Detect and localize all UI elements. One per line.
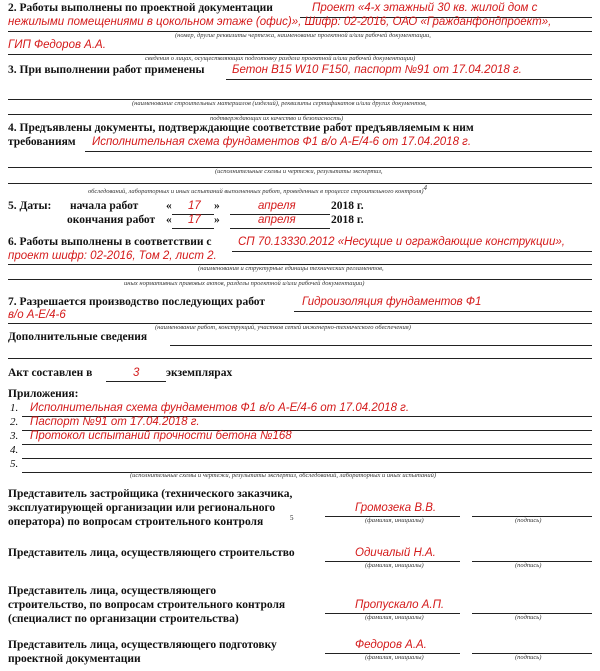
attachment-text: Паспорт №91 от 17.04.2018 г.	[30, 416, 200, 428]
underline	[8, 358, 592, 359]
s3-value: Бетон В15 W10 F150, паспорт №91 от 17.04.2018 г.	[232, 64, 522, 76]
s5-start-label: начала работ	[70, 200, 139, 212]
s5-start-month: апреля	[258, 200, 296, 212]
attachments-title: Приложения:	[8, 388, 79, 400]
s5-start-day: 17	[188, 200, 201, 212]
rep-label-line: (специалист по организации строительства)	[8, 613, 239, 625]
rep-label-line: оператора) по вопросам строительного контроля	[8, 516, 264, 528]
name-note: (фамилия, инициалы)	[365, 517, 424, 524]
underline	[170, 345, 592, 346]
underline	[85, 151, 592, 152]
s4-value: Исполнительная схема фундаментов Ф1 в/о А-Е/4-6 от 17.04.2018 г.	[92, 136, 472, 148]
s2-note2: сведения о лицах, осуществляющих подготовку раздела проектной и/или рабочей документации)	[145, 55, 416, 62]
underline	[226, 79, 592, 80]
s6-note2: иных нормативных правовых актов, разделы проектной и/или рабочей документации)	[124, 280, 365, 287]
copies-value: 3	[133, 367, 140, 379]
underline	[22, 458, 592, 459]
rep-footnote: 5	[290, 514, 294, 522]
s6-value-line1: СП 70.13330.2012 «Несущие и ограждающие конструкции»,	[238, 236, 565, 248]
rep-label-line: строительство, по вопросам строительного контроля	[8, 599, 286, 611]
s7-value-line2: в/о А-Е/4-6	[8, 309, 66, 321]
s7-label: 7. Разрешается производство последующих работ	[8, 296, 266, 308]
s4-note2	[88, 184, 427, 195]
rep-label-line: Представитель лица, осуществляющего строительство	[8, 547, 295, 559]
quote-close: »	[214, 214, 220, 226]
s4-note2-text: обследований, лабораторных и иных испытаний выполненных работ, проведенных в процессе строительного контроля)	[88, 188, 424, 196]
s6-note1: (наименования и структурные единицы технических регламентов,	[198, 265, 384, 272]
attachment-text: Исполнительная схема фундаментов Ф1 в/о А-Е/4-6 от 17.04.2018 г.	[30, 402, 410, 414]
s7-value-line1: Гидроизоляция фундаментов Ф1	[302, 296, 482, 308]
attachment-text: Протокол испытаний прочности бетона №168	[30, 430, 292, 442]
copies-label-after: экземплярах	[166, 367, 233, 379]
underline	[294, 311, 592, 312]
underline	[230, 228, 330, 229]
rep-label-line: Представитель лица, осуществляющего	[8, 585, 217, 597]
attachment-number: 5.	[10, 458, 19, 470]
s2-note1: (номер, другие реквизиты чертежа, наименование проектной и/или рабочей документации,	[175, 32, 431, 39]
attachment-number: 1.	[10, 402, 19, 414]
sign-note: (подпись)	[515, 614, 542, 621]
sign-note: (подпись)	[515, 654, 542, 661]
underline	[172, 228, 214, 229]
s2-value-line3: ГИП Федоров А.А.	[8, 39, 106, 51]
underline	[232, 251, 592, 252]
sign-note: (подпись)	[515, 562, 542, 569]
s3-label: 3. При выполнении работ применены	[8, 64, 205, 76]
quote-open: «	[166, 200, 172, 212]
s4-label-line1: 4. Предъявлены документы, подтверждающие соответствие работ предъявляемым к ним	[8, 122, 474, 134]
s4-footnote: 4	[423, 184, 428, 192]
copies-label-before: Акт составлен в	[8, 367, 93, 379]
s5-label: 5. Даты:	[8, 200, 52, 212]
rep-name: Федоров А.А.	[355, 639, 427, 651]
quote-close: »	[214, 200, 220, 212]
underline	[106, 381, 166, 382]
rep-name: Одичалый Н.А.	[355, 547, 436, 559]
attachment-number: 4.	[10, 444, 19, 456]
s3-note2: подтверждающих их качество и безопасность)	[210, 115, 344, 122]
name-note: (фамилия, инициалы)	[365, 654, 424, 661]
s5-end-month: апреля	[258, 214, 296, 226]
s5-end-label: окончания работ	[67, 214, 156, 226]
quote-open: «	[166, 214, 172, 226]
name-note: (фамилия, инициалы)	[365, 614, 424, 621]
s7-note1: (наименование работ, конструкций, участков сетей инженерно-технического обеспечения)	[155, 324, 411, 331]
rep-name: Пропускало А.П.	[355, 599, 445, 611]
s4-note1: (исполнительные схемы и чертежи, результаты экспертиз,	[215, 168, 383, 175]
s2-value-line1: Проект «4-х этажный 30 кв. жилой дом с	[312, 2, 538, 14]
s6-label: 6. Работы выполнены в соответствии с	[8, 236, 212, 248]
s3-note1: (наименование строительных материалов (изделий), реквизиты сертификатов и/или других документов,	[132, 100, 427, 107]
s4-label-line2: требованиям	[8, 136, 76, 148]
s5-end-day: 17	[188, 214, 201, 226]
s5-year-end: 2018 г.	[331, 214, 364, 226]
rep-label-line: проектной документации	[8, 653, 141, 665]
attachment-number: 3.	[10, 430, 19, 442]
attachment-number: 2.	[10, 416, 19, 428]
sign-note: (подпись)	[515, 517, 542, 524]
underline	[22, 444, 592, 445]
s2-label: 2. Работы выполнены по проектной документации	[8, 2, 273, 14]
rep-label-line: Представитель застройщика (технического заказчика,	[8, 488, 293, 500]
name-note: (фамилия, инициалы)	[365, 562, 424, 569]
s2-value-line2: нежилыми помещениями в цокольном этаже (офис)», Шифр: 02-2016, ОАО «Гражданфондпроект»,	[8, 16, 552, 28]
rep-label-line: Представитель лица, осуществляющего подготовку	[8, 639, 277, 651]
rep-label-line: эксплуатирующей организации или регионального	[8, 502, 276, 514]
attachments-note: (исполнительные схемы и чертежи, результаты экспертиз, обследований, лабораторных и иных испытаний)	[130, 472, 437, 479]
rep-name: Громозека В.В.	[355, 502, 437, 514]
s6-value-line2: проект шифр: 02-2016, Том 2, лист 2.	[8, 250, 217, 262]
additional-label: Дополнительные сведения	[8, 331, 148, 343]
s5-year-start: 2018 г.	[331, 200, 364, 212]
